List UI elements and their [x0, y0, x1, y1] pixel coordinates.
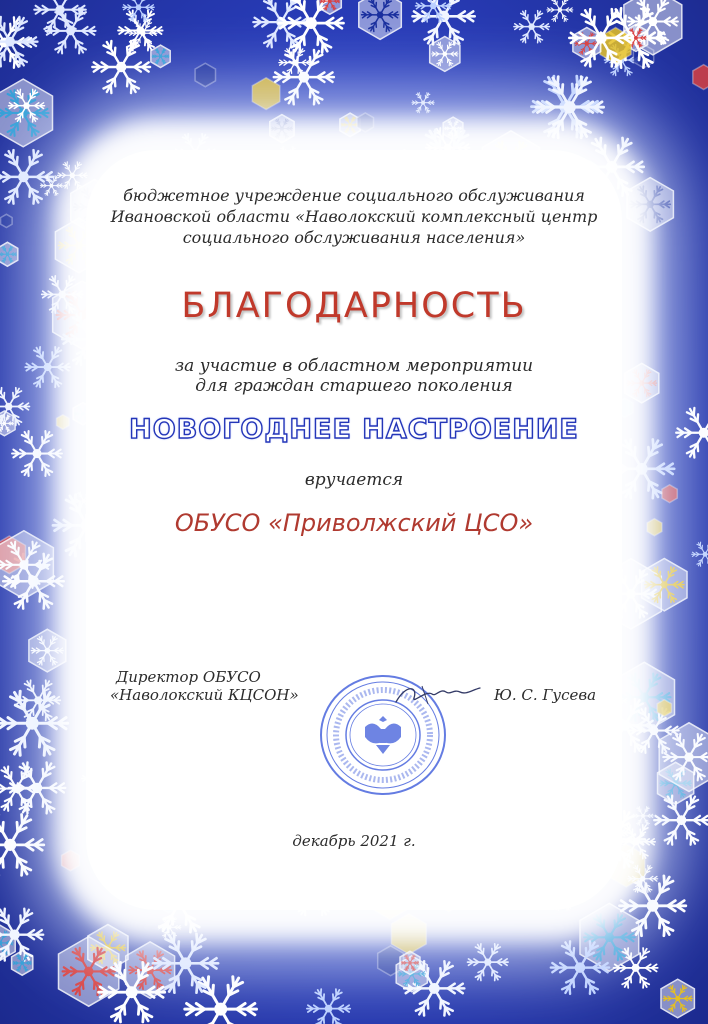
signatory-position-line-2: «Наволокский КЦСОН»	[110, 686, 299, 704]
handwritten-signature	[392, 680, 484, 708]
signatory-name: Ю. С. Гусева	[494, 686, 597, 704]
reason-line-1: за участие в областном мероприятии	[174, 356, 534, 376]
reason-line-2: для граждан старшего поколения	[195, 376, 513, 396]
certificate-title: БЛАГОДАРНОСТЬ	[181, 286, 527, 326]
awarded-text: вручается	[304, 470, 404, 490]
event-name: НОВОГОДНЕЕ НАСТРОЕНИЕ	[129, 414, 579, 445]
issue-date: декабрь 2021 г.	[292, 832, 416, 850]
issuer-line-2: Ивановской области «Наволокский комплексный центр	[110, 207, 598, 226]
signatory-position-line-1: Директор ОБУСО	[116, 668, 261, 686]
issuer-line-1: бюджетное учреждение социального обслуживания	[123, 186, 585, 205]
issuer-line-3: социального обслуживания населения»	[182, 228, 526, 247]
recipient-name: ОБУСО «Приволжский ЦСО»	[174, 509, 534, 537]
